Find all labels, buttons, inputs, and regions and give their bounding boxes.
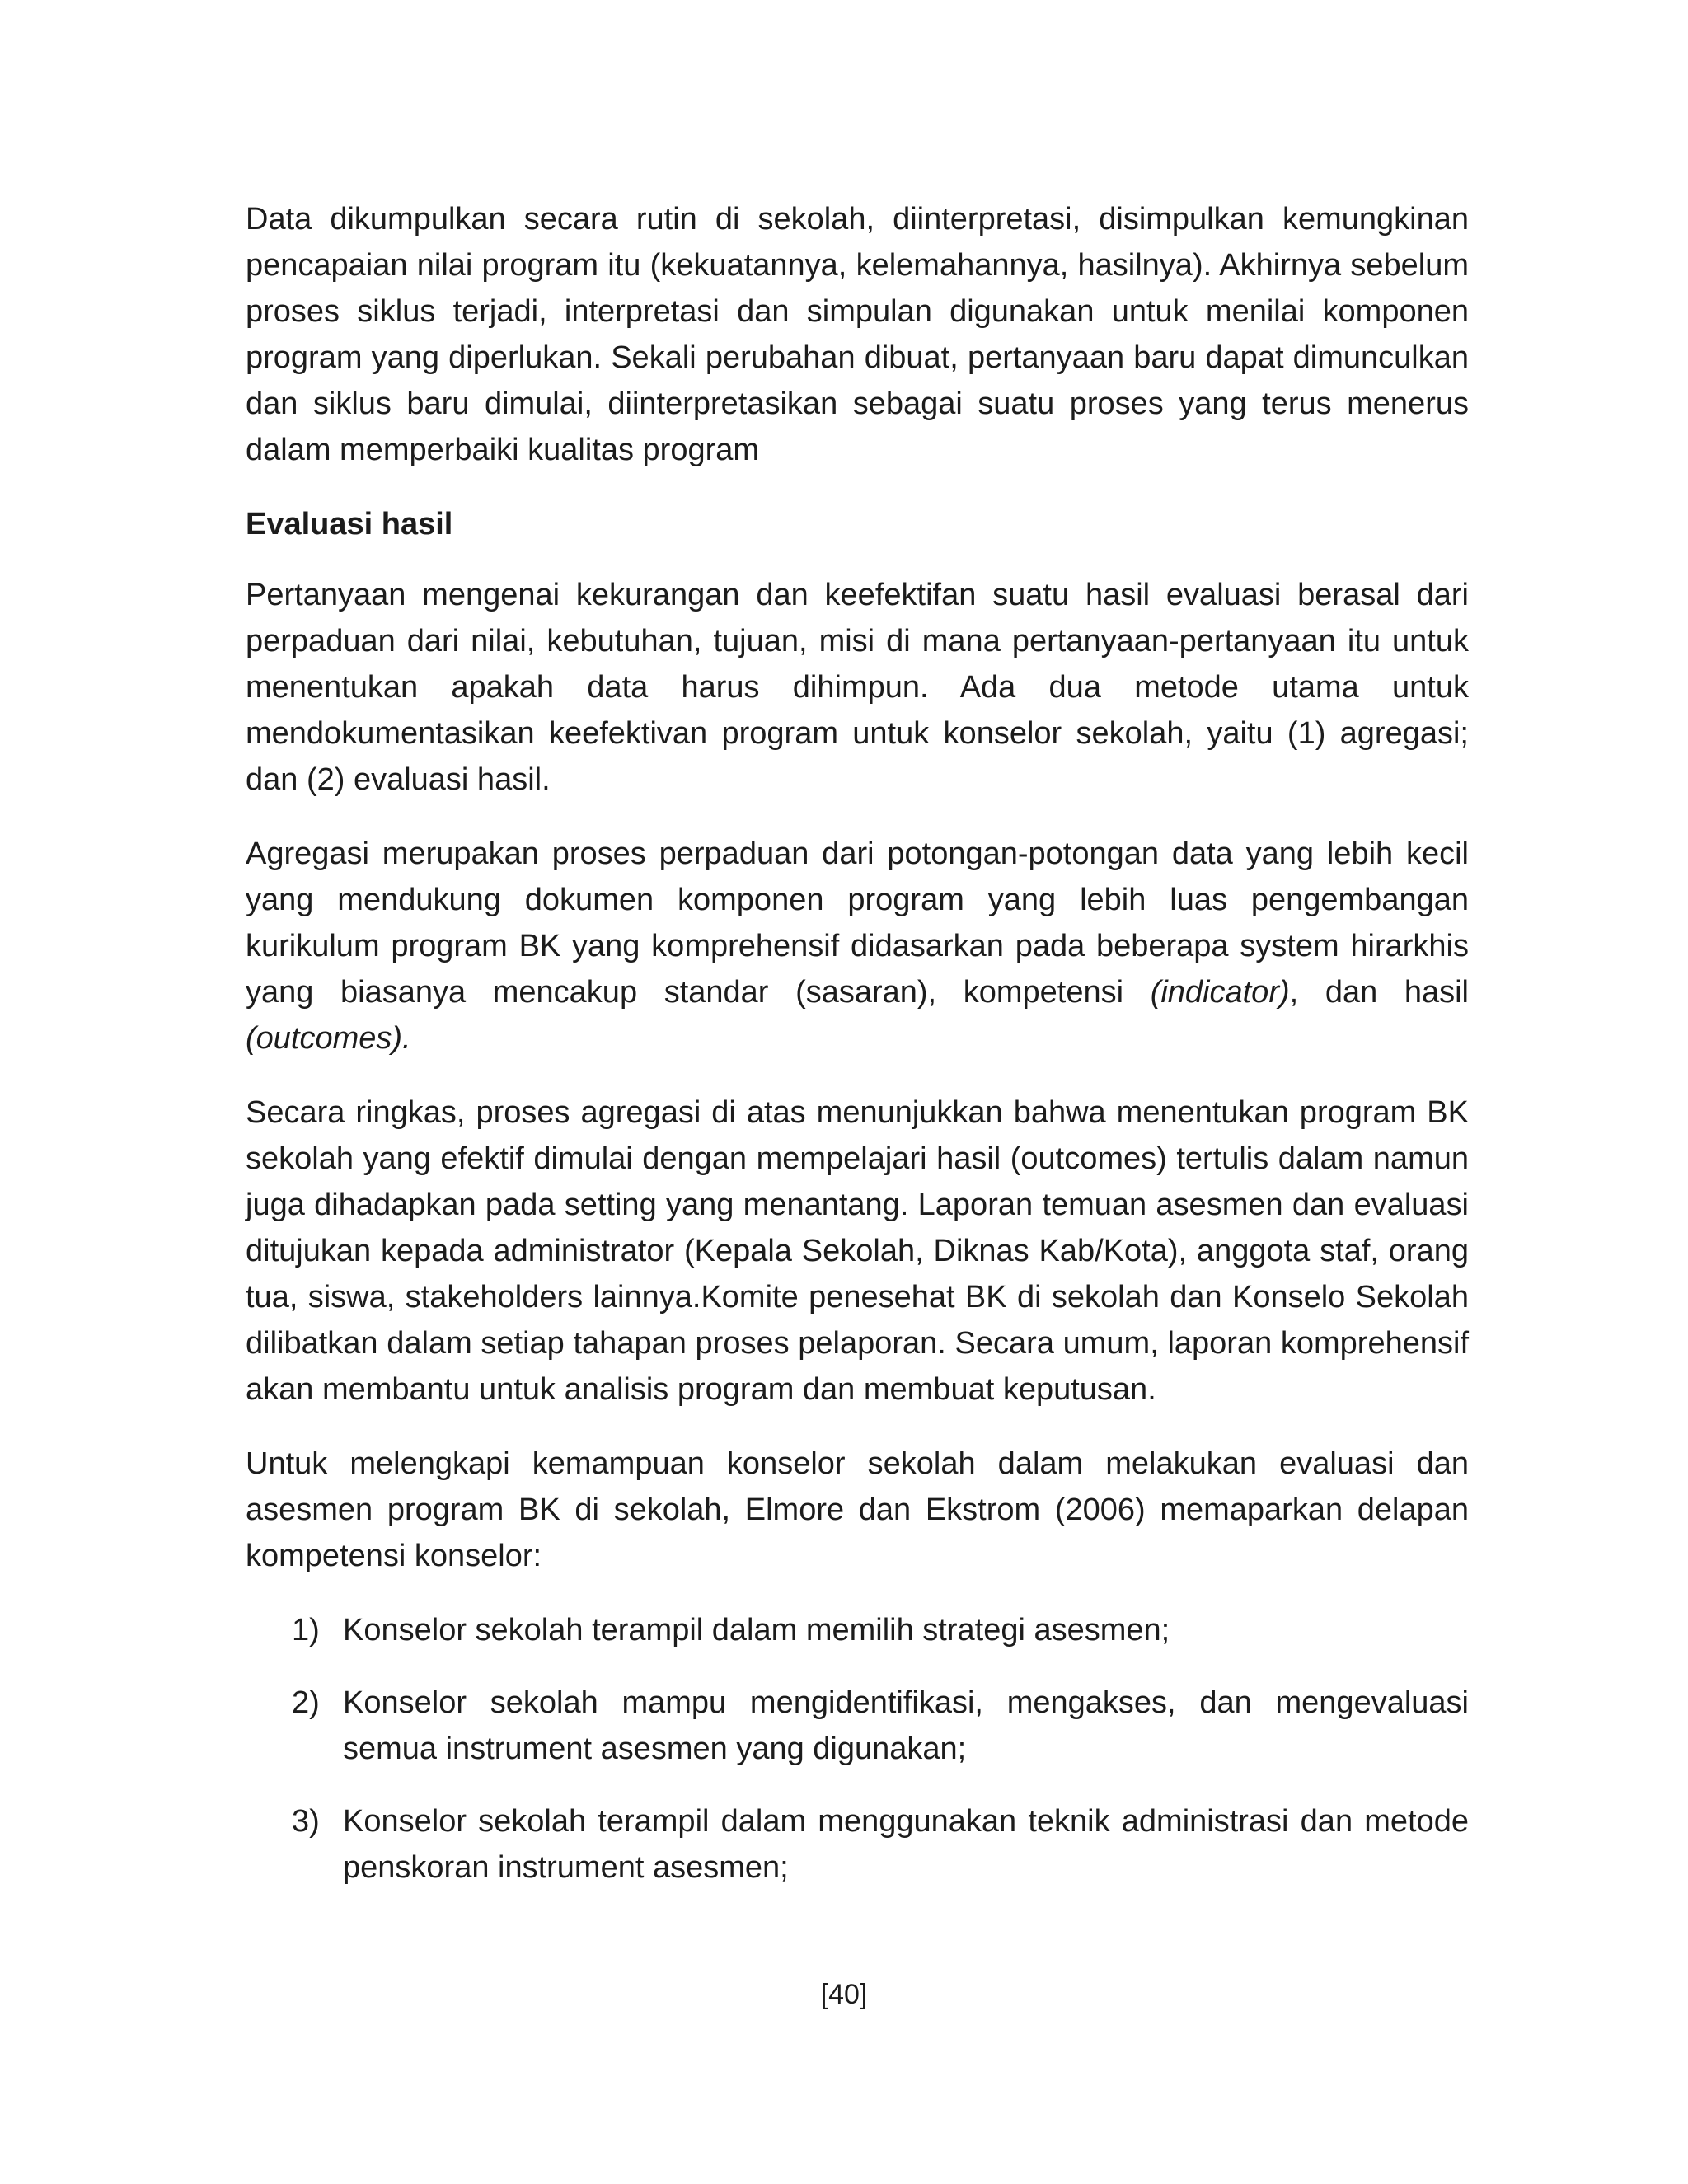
paragraph-cycle-process: Data dikumpulkan secara rutin di sekolah, diinterpretasi, disimpulkan kemungkinan pencapaian nilai program itu (kekuatannya, kelemahannya, hasilnya). Akhirnya sebelum proses siklus terjadi, interpretasi dan simpulan digunakan untuk menilai komponen program yang diperlukan. Sekali perubahan dibuat, pertanyaan baru dapat dimunculkan dan siklus baru dimulai, diinterpretasikan sebagai suatu proses yang terus menerus dalam memperbaiki kualitas program (246, 202, 1469, 467)
paragraph-summary-reporting: Secara ringkas, proses agregasi di atas menunjukkan bahwa menentukan program BK sekolah yang efektif dimulai dengan mempelajari hasil (outcomes) tertulis dalam namun juga dihadapkan pada setting yang menantang. Laporan temuan asesmen dan evaluasi ditujukan kepada administrator (Kepala Sekolah, Diknas Kab/Kota), anggota staf, orang tua, siswa, stakeholders lainnya.Komite penesehat BK di sekolah dan Konselo Sekolah dilibatkan dalam setiap tahapan proses pelaporan. Secara umum, laporan komprehensif akan membantu untuk analisis program dan membuat keputusan. (246, 1095, 1469, 1407)
paragraph-question-effectiveness: Pertanyaan mengenai kekurangan dan keefektifan suatu hasil evaluasi berasal dari perpaduan dari nilai, kebutuhan, tujuan, misi di mana pertanyaan-pertanyaan itu untuk menentukan apakah data harus dihimpun. Ada dua metode utama untuk mendokumentasikan keefektivan program untuk konselor sekolah, yaitu (1) agregasi; dan (2) evaluasi hasil. (246, 578, 1469, 797)
aggregation-text: Agregasi merupakan proses perpaduan dari potongan-potongan data yang lebih kecil yang mendukung dokumen komponen program yang lebih luas pengembangan kurikulum program BK yang komprehensif didasarkan pada beberapa system hirarkhis yang biasanya mencakup standar (sasaran), kompetensi (246, 837, 1469, 1010)
aggregation-text-mid: , dan hasil (1289, 975, 1469, 1010)
section-heading-evaluasi-hasil: Evaluasi hasil (246, 507, 453, 541)
list-item (246, 1607, 1469, 1653)
list-item-number: 1) (292, 1613, 320, 1647)
paragraph-competencies-intro: Untuk melengkapi kemampuan konselor sekolah dalam melakukan evaluasi dan asesmen program BK di sekolah, Elmore dan Ekstrom (2006) memaparkan delapan kompetensi konselor: (246, 1446, 1469, 1573)
list-item-text: Konselor sekolah terampil dalam memilih strategi asesmen; (343, 1613, 1170, 1647)
list-item (246, 1680, 1469, 1772)
list-item-text: Konselor sekolah terampil dalam menggunakan teknik administrasi dan metode penskoran instrument asesmen; (343, 1804, 1469, 1885)
paragraph-aggregation (246, 831, 1469, 1062)
list-item (246, 1798, 1469, 1891)
list-item-number: 2) (292, 1685, 320, 1720)
competency-list (246, 1607, 1469, 1891)
aggregation-italic-outcomes: (outcomes). (246, 1021, 411, 1056)
list-item-text: Konselor sekolah mampu mengidentifikasi, mengakses, dan mengevaluasi semua instrument asesmen yang digunakan; (343, 1685, 1469, 1766)
page-number: [40] (820, 1979, 868, 2010)
aggregation-italic-indicator: (indicator) (1150, 975, 1290, 1010)
list-item-number: 3) (292, 1804, 320, 1839)
document-body (246, 196, 1469, 1917)
